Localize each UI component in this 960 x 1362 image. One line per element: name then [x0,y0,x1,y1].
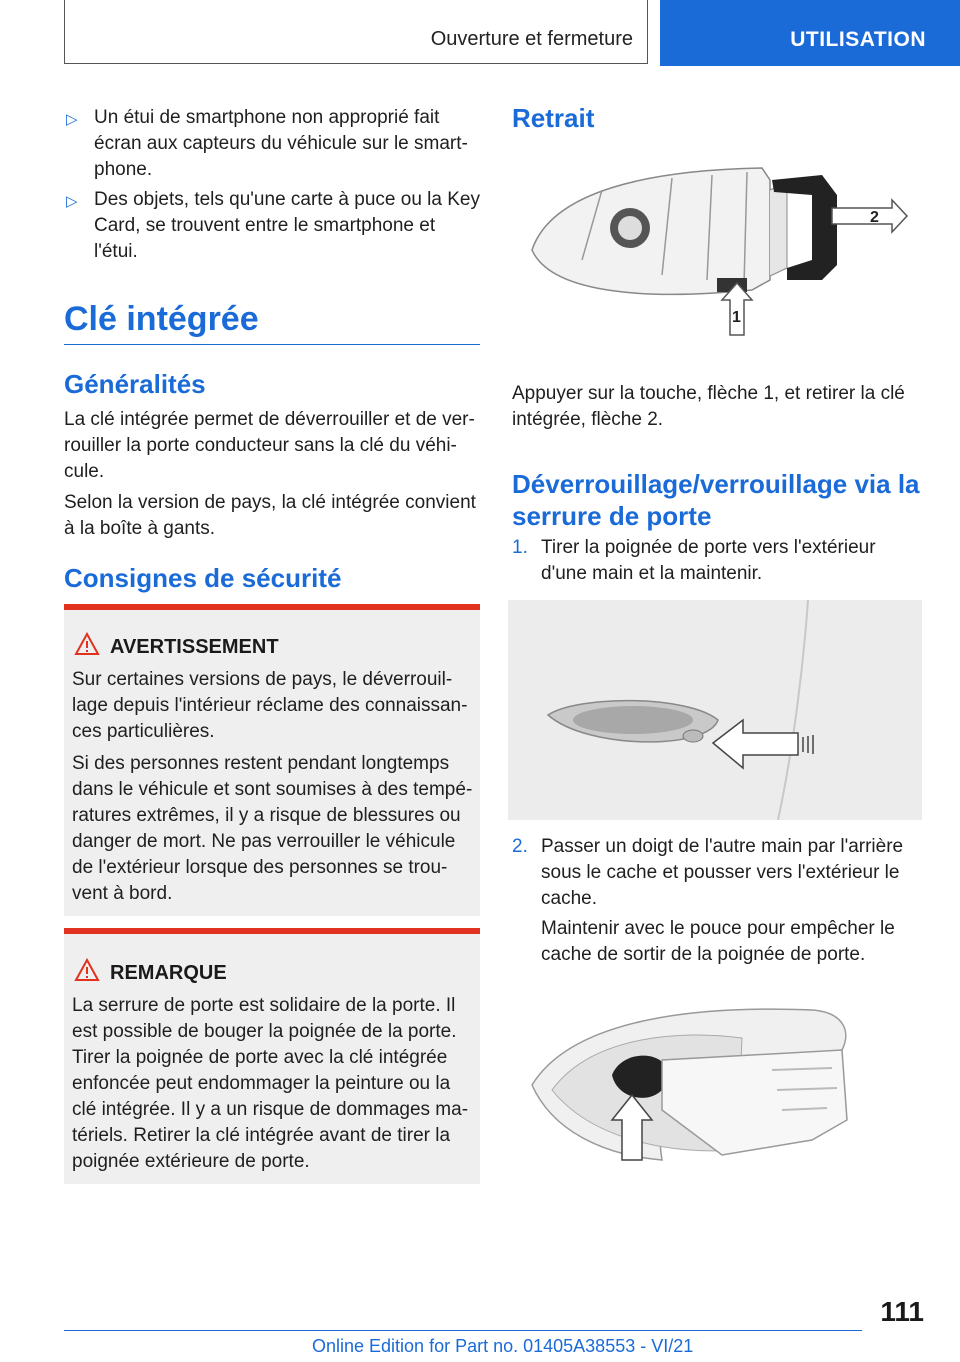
remarque-text: La serrure de porte est solidaire de la porte. Il est possible de bouger la poignée de la porte. Tirer la poignée de porte avec la clé intégrée enfoncée peut endommager la peinture ou la clé intégrée. Il y a un risque de dommages ma- tériels. Retirer la clé intégrée avant de tirer la poignée extérieure de porte. [72,995,469,1172]
bullet-text-1: Un étui de smartphone non approprié fait écran aux capteurs du véhicule sur le smart- phone. [94,107,468,180]
warning-triangle-icon [74,958,100,982]
generalites-p2: Selon la version de pays, la clé intégrée convient à la boîte à gants. [64,492,476,539]
door-handle-illustration [508,600,922,820]
arrow-label-2: 2 [870,209,879,226]
bullet-text-2: Des objets, tels qu'une carte à puce ou la Key Card, se trouvent entre le smartphone et l'étui. [94,189,480,262]
warning-title: AVERTISSEMENT [110,636,279,658]
chapter-tab[interactable] [660,0,960,66]
edition-text: Online Edition for Part no. 01405A38553 - VI/21 [312,1336,694,1356]
subheading-retrait: Retrait [512,103,595,133]
warning-p1: Sur certaines versions de pays, le déverrouil- lage depuis l'intérieur réclame des connaissan- ces particulières. [72,669,468,742]
warning-p2: Si des personnes restent pendant longtemps dans le véhicule et sont soumises à des tempé- ratures extrêmes, il y a risque de blessures ou danger de mort. Ne pas verrouiller le véhicule de l'extérieur lorsque des personnes se trou- vent à bord. [72,753,473,904]
remarque-title: REMARQUE [110,962,227,984]
heading-rule [64,344,480,345]
arrow-label-1: 1 [732,309,741,326]
header-box [64,0,648,64]
page-number: 111 [880,1296,924,1327]
warning-box [64,604,480,916]
step-text-2-extra: Maintenir avec le pouce pour empêcher le cache de sortir de la poignée de porte. [541,918,895,965]
step-text-2: Passer un doigt de l'autre main par l'arrière sous le cache et pousser vers l'extérieur le cache. [541,836,904,909]
step-number-2: 2. [512,836,528,857]
chapter-label: UTILISATION [790,28,926,51]
bullet-icon: ▷ [66,193,78,210]
subheading-consignes: Consignes de sécurité [64,563,342,593]
subheading-deverrouillage: Déverrouillage/verrouillage via la serrure de porte [512,469,920,531]
remarque-box [64,928,480,1184]
retrait-text: Appuyer sur la touche, flèche 1, et retirer la clé intégrée, flèche 2. [512,383,905,430]
step-text-1: Tirer la poignée de porte vers l'extérieur d'une main et la maintenir. [541,537,876,584]
bullet-icon: ▷ [66,111,78,128]
footer-rule [64,1330,862,1331]
subheading-generalites: Généralités [64,369,206,399]
generalites-p1: La clé intégrée permet de déverrouiller et de ver- rouiller la porte conducteur sans la clé du véhi- cule. [64,409,475,482]
section-heading: Clé intégrée [64,300,259,338]
key-removal-illustration [512,150,922,355]
section-title: Ouverture et fermeture [430,28,633,50]
step-number-1: 1. [512,537,528,558]
warning-triangle-icon [74,632,100,656]
lock-cover-illustration [512,990,922,1180]
